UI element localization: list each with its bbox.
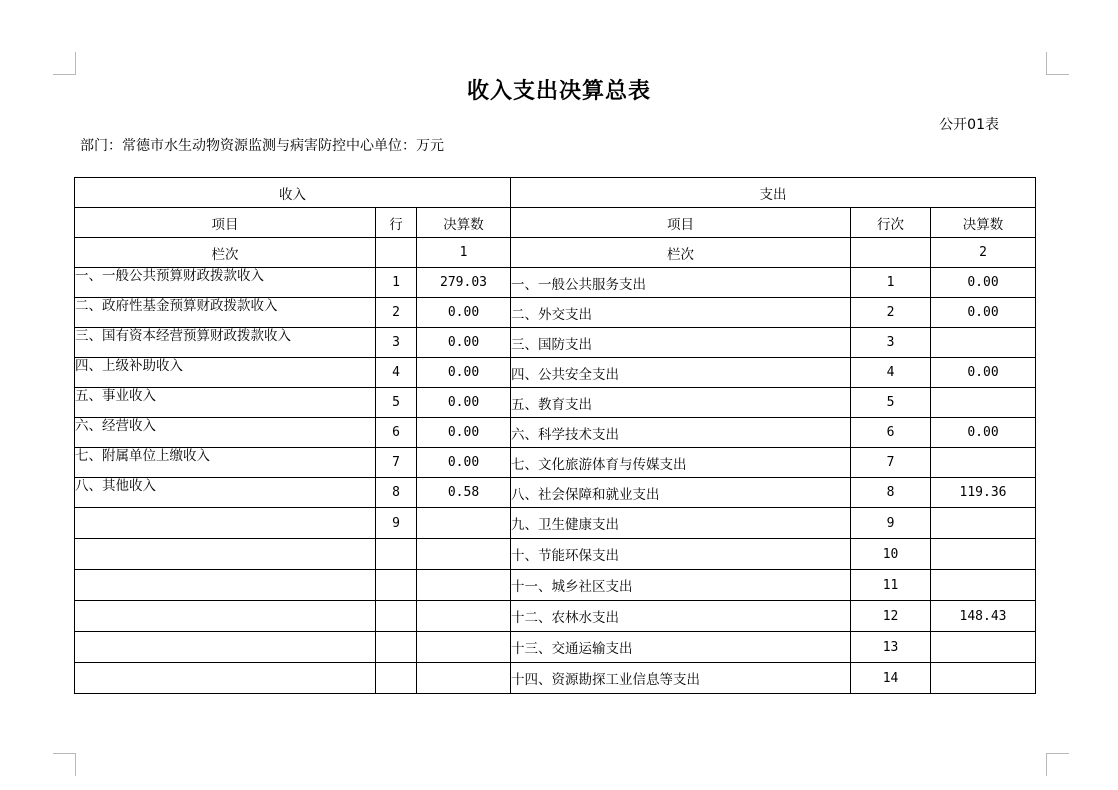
expense-row-number-cell: 3 (851, 328, 931, 358)
column-index-row (75, 238, 1036, 268)
income-amount-cell (417, 632, 511, 663)
expense-row-number-cell: 14 (851, 663, 931, 694)
table-row (75, 388, 1036, 418)
income-row-number-cell (376, 632, 417, 663)
income-amount-header: 决算数 (417, 208, 511, 238)
crop-mark-bottom-left (53, 753, 76, 776)
expense-row-number-cell: 5 (851, 388, 931, 418)
income-item-header: 项目 (75, 208, 376, 238)
form-number: 公开01表 (939, 117, 999, 133)
expense-amount-cell (931, 388, 1036, 418)
income-amount-cell: 0.00 (417, 328, 511, 358)
income-amount-cell: 0.00 (417, 448, 511, 478)
income-amount-cell: 0.00 (417, 358, 511, 388)
income-item-cell: 一、一般公共预算财政拨款收入 (75, 268, 376, 298)
expense-lanci-value: 2 (931, 238, 1036, 268)
expense-amount-cell (931, 508, 1036, 539)
income-amount-cell (417, 539, 511, 570)
income-item-cell: 二、政府性基金预算财政拨款收入 (75, 298, 376, 328)
expense-item-cell: 七、文化旅游体育与传媒支出 (511, 448, 851, 478)
income-item-cell: 三、国有资本经营预算财政拨款收入 (75, 328, 376, 358)
income-amount-cell: 0.00 (417, 418, 511, 448)
department-unit-line: 部门：常德市水生动物资源监测与病害防控中心单位：万元 (80, 138, 444, 154)
income-section-header: 收入 (75, 178, 511, 208)
income-item-cell: 八、其他收入 (75, 478, 376, 508)
expense-item-cell: 八、社会保障和就业支出 (511, 478, 851, 508)
column-header-row (75, 208, 1036, 238)
expense-amount-cell (931, 632, 1036, 663)
income-item-cell: 七、附属单位上缴收入 (75, 448, 376, 478)
income-item-cell: 五、事业收入 (75, 388, 376, 418)
expense-row-number-cell: 2 (851, 298, 931, 328)
table-row (75, 418, 1036, 448)
expense-amount-cell: 0.00 (931, 268, 1036, 298)
expense-row-number-cell: 4 (851, 358, 931, 388)
expense-lanci-label: 栏次 (511, 238, 851, 268)
section-header-row (75, 178, 1036, 208)
expense-item-cell: 二、外交支出 (511, 298, 851, 328)
income-amount-cell: 0.00 (417, 388, 511, 418)
expense-item-cell: 十一、城乡社区支出 (511, 570, 851, 601)
expense-amount-cell (931, 539, 1036, 570)
table-row (75, 358, 1036, 388)
expense-row-number-cell: 12 (851, 601, 931, 632)
expense-row-number-cell: 7 (851, 448, 931, 478)
expense-row-number-cell: 1 (851, 268, 931, 298)
income-row-number-cell: 1 (376, 268, 417, 298)
income-lanci-label: 栏次 (75, 238, 376, 268)
income-row-number-cell (376, 570, 417, 601)
table-row (75, 632, 1036, 663)
income-row-number-cell (376, 663, 417, 694)
income-row-number-cell: 6 (376, 418, 417, 448)
income-amount-cell (417, 508, 511, 539)
expense-item-cell: 一、一般公共服务支出 (511, 268, 851, 298)
income-item-cell (75, 539, 376, 570)
page-title: 收入支出决算总表 (466, 78, 651, 104)
expense-item-cell: 九、卫生健康支出 (511, 508, 851, 539)
income-row-number-cell: 8 (376, 478, 417, 508)
expense-amount-cell: 0.00 (931, 418, 1036, 448)
income-item-cell: 四、上级补助收入 (75, 358, 376, 388)
table-row (75, 478, 1036, 508)
income-amount-cell (417, 570, 511, 601)
expense-item-cell: 十三、交通运输支出 (511, 632, 851, 663)
income-item-cell: 六、经营收入 (75, 418, 376, 448)
income-amount-cell: 0.00 (417, 298, 511, 328)
expense-amount-cell: 0.00 (931, 358, 1036, 388)
income-amount-cell (417, 663, 511, 694)
expense-row-number-cell: 8 (851, 478, 931, 508)
expense-item-cell: 三、国防支出 (511, 328, 851, 358)
income-row-number-cell: 5 (376, 388, 417, 418)
expense-amount-cell (931, 328, 1036, 358)
income-item-cell (75, 570, 376, 601)
expense-row-number-cell: 10 (851, 539, 931, 570)
table-row (75, 448, 1036, 478)
table-row (75, 539, 1036, 570)
income-item-cell (75, 632, 376, 663)
income-amount-cell: 0.58 (417, 478, 511, 508)
expense-row-number-cell: 11 (851, 570, 931, 601)
expense-item-cell: 五、教育支出 (511, 388, 851, 418)
table-row (75, 328, 1036, 358)
income-lanci-row (376, 238, 417, 268)
table-row (75, 570, 1036, 601)
expense-row-number-cell: 13 (851, 632, 931, 663)
expense-item-cell: 十二、农林水支出 (511, 601, 851, 632)
income-row-number-cell: 2 (376, 298, 417, 328)
table-row (75, 663, 1036, 694)
budget-summary-table (74, 177, 1036, 694)
expense-amount-cell (931, 663, 1036, 694)
expense-row-header: 行次 (851, 208, 931, 238)
table-row (75, 268, 1036, 298)
income-row-number-cell (376, 601, 417, 632)
income-amount-cell (417, 601, 511, 632)
income-lanci-value: 1 (417, 238, 511, 268)
expense-amount-cell (931, 448, 1036, 478)
income-row-number-cell: 7 (376, 448, 417, 478)
expense-lanci-row (851, 238, 931, 268)
expense-item-cell: 十四、资源勘探工业信息等支出 (511, 663, 851, 694)
income-amount-cell: 279.03 (417, 268, 511, 298)
income-item-cell (75, 508, 376, 539)
expense-amount-header: 决算数 (931, 208, 1036, 238)
expense-item-cell: 十、节能环保支出 (511, 539, 851, 570)
expense-item-cell: 四、公共安全支出 (511, 358, 851, 388)
expense-amount-cell: 0.00 (931, 298, 1036, 328)
table-row (75, 601, 1036, 632)
expense-amount-cell: 148.43 (931, 601, 1036, 632)
income-item-cell (75, 663, 376, 694)
expense-item-cell: 六、科学技术支出 (511, 418, 851, 448)
crop-mark-bottom-right (1046, 753, 1069, 776)
income-row-header: 行 (376, 208, 417, 238)
expense-amount-cell (931, 570, 1036, 601)
expense-row-number-cell: 9 (851, 508, 931, 539)
income-item-cell (75, 601, 376, 632)
table-row (75, 298, 1036, 328)
expense-amount-cell: 119.36 (931, 478, 1036, 508)
expense-row-number-cell: 6 (851, 418, 931, 448)
expense-section-header: 支出 (511, 178, 1036, 208)
income-row-number-cell: 3 (376, 328, 417, 358)
income-row-number-cell: 9 (376, 508, 417, 539)
table-row (75, 508, 1036, 539)
income-row-number-cell (376, 539, 417, 570)
expense-item-header: 项目 (511, 208, 851, 238)
crop-mark-top-right (1046, 52, 1069, 75)
crop-mark-top-left (53, 52, 76, 75)
income-row-number-cell: 4 (376, 358, 417, 388)
